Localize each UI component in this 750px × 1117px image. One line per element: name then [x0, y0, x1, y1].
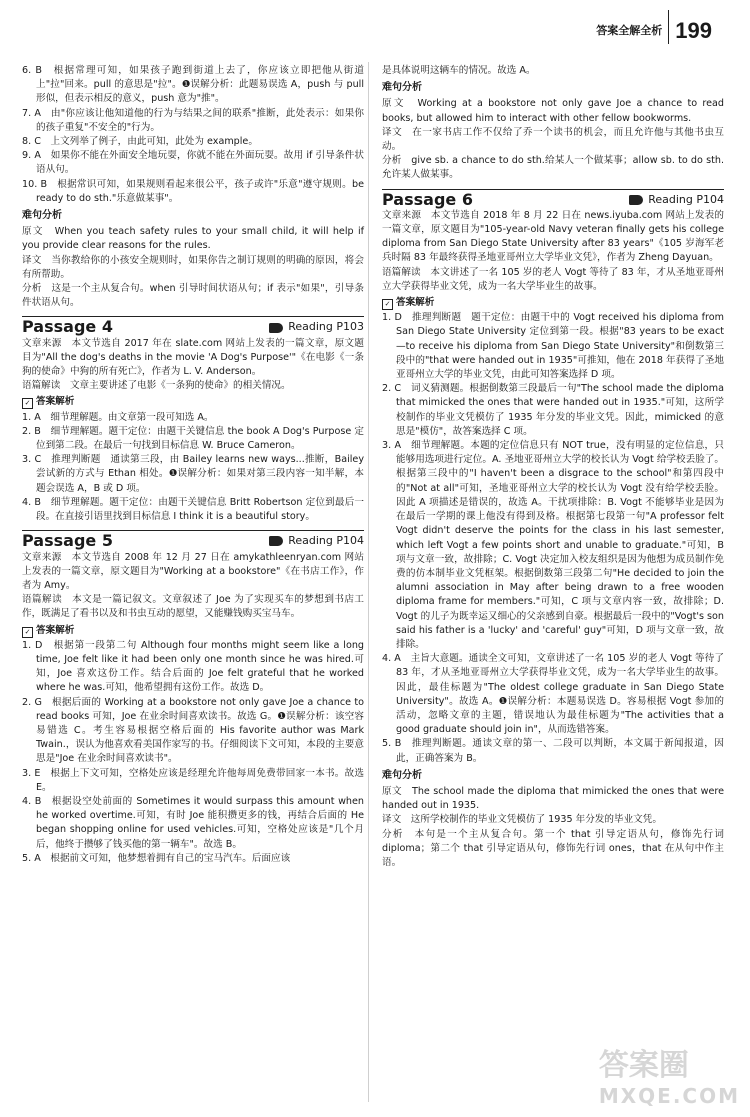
answer-item: 5. A 根据前文可知，他梦想着拥有自己的宝马汽车。后面应该: [22, 852, 291, 864]
watermark-domain: MXQE.COM: [598, 1084, 740, 1108]
continued-text: 是具体说明这辆车的情况。故选 A。: [382, 65, 536, 76]
unlock-icon: ✓: [22, 627, 33, 638]
column-divider: [368, 62, 369, 1102]
answer-item: 4. B 细节理解题。题干定位：由题干关键信息 Britt Robertson 定位到最后一段。在直接引语里找到目标信息 I think it is a beautiful story。: [22, 496, 364, 523]
answer-item: 10. B 根据常识可知，如果规则看起来很公平，孩子或许"乐意"遵守规则。be ready to do sth."乐意做某事"。: [22, 178, 364, 204]
answer-item: 2. C 词义猜测题。根据倒数第三段最后一句"The school made the diploma that mimicked the ones that were handed out in 1935."可知，这所学校制作的毕业文凭模仿了 1935 年分发的毕业文凭。因此，mimicked 的意思是"模仿"，故答案选择 C 项。: [382, 383, 724, 437]
sentence-translation: 译文 在一家书店工作不仅给了乔一个读书的机会，而且允许他与其他书虫互动。: [382, 126, 724, 153]
reading-page-label: Reading P104: [288, 534, 364, 548]
answer-item: 6. B 根据常理可知，如果孩子跑到街道上去了，你应该立即把他从街道上"拉"回来。pull 的意思是"拉"。❶误解分析：此题易误选 A，push 与 pull 形似，但表示相反的意义，push 意为"推"。: [22, 65, 364, 105]
header-title: 答案全解全析: [596, 24, 663, 37]
sentence-original: 原文 Working at a bookstore not only gave Joe a chance to read books, but allowed him to interact with other fellow bookworms.: [382, 98, 724, 124]
discourse-summary: 语篇解读 文章主要讲述了电影《一条狗的使命》的相关情况。: [22, 380, 291, 392]
page-number: 199: [675, 18, 712, 43]
discourse-summary: 语篇解读 本文讲述了一名 105 岁的老人 Vogt 等待了 83 年，才从圣地亚哥州立大学获得毕业文凭，成为一名大学毕业生的故事。: [382, 266, 724, 292]
header-separator: [668, 10, 669, 44]
page-header: [596, 4, 712, 44]
sentence-analysis: 分析 本句是一个主从复合句。第一个 that 引导定语从句，修饰先行词 diploma；第二个 that 引导定语从句，修饰先行词 ones，that 在从句中作主语。: [382, 828, 724, 868]
pointing-hand-icon: [629, 195, 643, 205]
passage-title: Passage 6: [382, 189, 473, 209]
answer-item: 4. B 根据设空处前面的 Sometimes it would surpass this amount when he worked overtime.可知，有时 Joe 能积攒更多的钱，再结合后面的 He began shopping online for used vehicles.可知，空格处应该是"几个月后，他终于攒够了钱买他的第一辆车"。故选 B。: [22, 795, 364, 850]
discourse-summary: 语篇解读 本文是一篇记叙文。文章叙述了 Joe 为了实现买车的梦想到书店工作，既满足了看书以及和书虫互动的愿望，又能赚钱购买宝马车。: [22, 594, 364, 620]
answer-analysis-heading: ✓ 答案解析: [382, 296, 724, 310]
reading-reference: [269, 320, 364, 334]
answer-item: 9. A 如果你不能在外面安全地玩耍，你就不能在外面玩耍。故用 if 引导条件状语从句。: [22, 150, 364, 176]
answer-item: 3. E 根据上下文可知，空格处应该是经理允许他每周免费带回家一本书。故选 E。: [22, 767, 364, 793]
answer-item: 4. A 主旨大意题。通读全文可知，文章讲述了一名 105 岁的老人 Vogt 等待了 83 年，才从圣地亚哥州立大学获得毕业文凭，成为一名大学毕业生的故事。因此，最佳标题为"The oldest college graduate in San Diego State University"。故选 A。❶误解分析：本题易误选 D。容易根据 Vogt 参加的活动，忽略文章的主题，错误地认为最佳标题为"The activities that a good graduate should join in"，从而选错答案。: [382, 653, 724, 736]
pointing-hand-icon: [269, 323, 283, 333]
site-watermark: [598, 1048, 740, 1111]
passage-title: Passage 4: [22, 317, 113, 337]
answer-item: 1. D 推理判断题 题干定位：由题干中的 Vogt received his diploma from San Diego State University 定位到第一段。根据"83 years to be exact—to receive his diploma from San Diego State University"和倒数第三段中的"that were handed out in 1935"可推知，他在 2018 年获得了圣地亚哥州立大学的毕业文凭，由此可知答案选择 D 项。: [382, 312, 724, 381]
right-column: [382, 64, 724, 870]
sentence-translation: 译文 当你教给你的小孩安全规则时，如果你告之制订规则的明确的原因，将会有所帮助。: [22, 254, 364, 280]
watermark-logo-text: 答案圈: [598, 1048, 689, 1083]
difficult-sentence-heading: 难句分析: [22, 210, 62, 222]
answer-item: 7. A 由"你应该让他知道他的行为与结果之间的联系"推断，此处表示：如果你的孩子重复"不安全的"行为。: [22, 107, 364, 133]
sentence-original: 原文 When you teach safety rules to your small child, it will help if you provide clear reasons for the rules.: [22, 226, 364, 252]
passage-title: Passage 5: [22, 531, 113, 551]
answer-item: 3. A 细节理解题。本题的定位信息只有 NOT true，没有明显的定位信息，只能够用选项进行定位。A. 圣地亚哥州立大学的校长认为 Vogt 给学校丢脸了。根据第三段中的"I haven't been a disgrace to the school"和第四段中的"Not at all"可知，圣地亚哥州立大学的校长认为 Vogt 没有给学校丢脸。因此 A 项描述是错误的，故选 A。干扰项排除：B. Vogt 不能够毕业是因为在最后一学期的课上他没有得到及格。根据第七段第一句"A professor felt Vogt didn't deserve the points for the class in his last semester, which left Vogt a few points short and unable to graduate."可知，B 项与文章一致，故排除；C. Vogt 决定加入校友组织是因为他想为成员制作免费的仿本制毕业文凭框架。根据倒数第三段第二句"He decided to join the alumni association in May after being drawn to a free wooden diploma frame for members."可知，C 项与文章内容一致，故排除；D. Vogt 的儿子为既幸运又细心的父亲感到自豪。根据最后一段中的"Vogt's son said his father is a 'lucky' and 'careful' guy"可知，D 项与文章一致，故排除。: [382, 440, 724, 650]
answer-item: 2. B 细节理解题。题干定位：由题干关键信息 the book A Dog's Purpose 定位到第二段。在最后一句找到目标信息 W. Bruce Cameron。: [22, 425, 364, 452]
left-column: [22, 64, 364, 866]
passage-6-header: [382, 189, 724, 207]
answer-analysis-heading: ✓ 答案解析: [22, 624, 364, 638]
answer-item: 8. C 上文列举了例子，由此可知，此处为 example。: [22, 136, 258, 148]
reading-reference: [629, 193, 724, 207]
answer-item: 1. A 细节理解题。由文章第一段可知选 A。: [22, 411, 214, 423]
answer-item: 1. D 根据第一段第二句 Although four months might seem like a long time, Joe felt like it had been only one month since he was hired.可知，Joe 喜欢这份工作。结合后面的 Joe felt grateful that he worked where he was.可知，他希望拥有这份工作。故选 D。: [22, 639, 364, 694]
pointing-hand-icon: [269, 536, 283, 546]
answer-item: 5. B 推理判断题。通读文章的第一、二段可以判断，本文属于新闻报道，因此，正确答案为 B。: [382, 738, 724, 764]
sentence-analysis: 分析 这是一个主从复合句。when 引导时间状语从句；if 表示"如果"，引导条件状语从句。: [22, 283, 364, 309]
article-source: 文章来源 本文节选自 2017 年在 slate.com 网站上发表的一篇文章，原文题目为"All the dog's deaths in the movie 'A Dog's Purpose'"《在电影《一条狗的使命》中狗的所有死亡》，作者为 L. V. Anderson。: [22, 337, 364, 378]
reading-page-label: Reading P103: [288, 320, 364, 334]
passage-4-header: [22, 316, 364, 337]
difficult-sentence-heading: 难句分析: [382, 82, 422, 94]
article-source: 文章来源 本文节选自 2018 年 8 月 22 日在 news.iyuba.com 网站上发表的一篇文章，原文题目为"105-year-old Navy veteran finally gets his college diploma from San Diego State University after 83 years"《105 岁海军老兵时隔 83 年最终获得圣地亚哥州立大学毕业文凭》，作者为 Zheng Dayuan。: [382, 209, 724, 264]
reading-page-label: Reading P104: [648, 192, 724, 206]
article-source: 文章来源 本文节选自 2008 年 12 月 27 日在 amykathleenryan.com 网站上发表的一篇文章，原文题目为"Working at a bookstore"《在书店工作》，作者为 Amy。: [22, 551, 364, 591]
answer-item: 3. C 推理判断题 通读第三段，由 Bailey learns new ways...推断，Bailey 尝试新的方式与 Ethan 相处。❶误解分析：如果对第三段内容一知半解，本题会误选 A，B 或 D 项。: [22, 454, 364, 494]
answer-analysis-heading: ✓ 答案解析: [22, 395, 364, 409]
reading-reference: [269, 534, 364, 548]
passage-5-header: [22, 530, 364, 551]
unlock-icon: ✓: [382, 299, 393, 310]
unlock-icon: ✓: [22, 398, 33, 409]
answer-item: 2. G 根据后面的 Working at a bookstore not only gave Joe a chance to read books 可知，Joe 在业余时间喜欢读书。故选 G。❶误解分析：该空容易错选 C。考生容易根据空格后面的 His favorite author was Mark Twain.，误认为他喜欢看美国作家写的书。仔细阅读下文可知，本段的主要意思是"Joe 在业余时间喜欢读书"。: [22, 696, 364, 765]
difficult-sentence-heading: 难句分析: [382, 769, 422, 781]
sentence-original: 原文 The school made the diploma that mimicked the ones that were handed out in 1935.: [382, 785, 724, 812]
sentence-analysis: 分析 give sb. a chance to do sth.给某人一个做某事；allow sb. to do sth.允许某人做某事。: [382, 155, 724, 181]
sentence-translation: 译文 这所学校制作的毕业文凭模仿了 1935 年分发的毕业文凭。: [382, 814, 662, 826]
